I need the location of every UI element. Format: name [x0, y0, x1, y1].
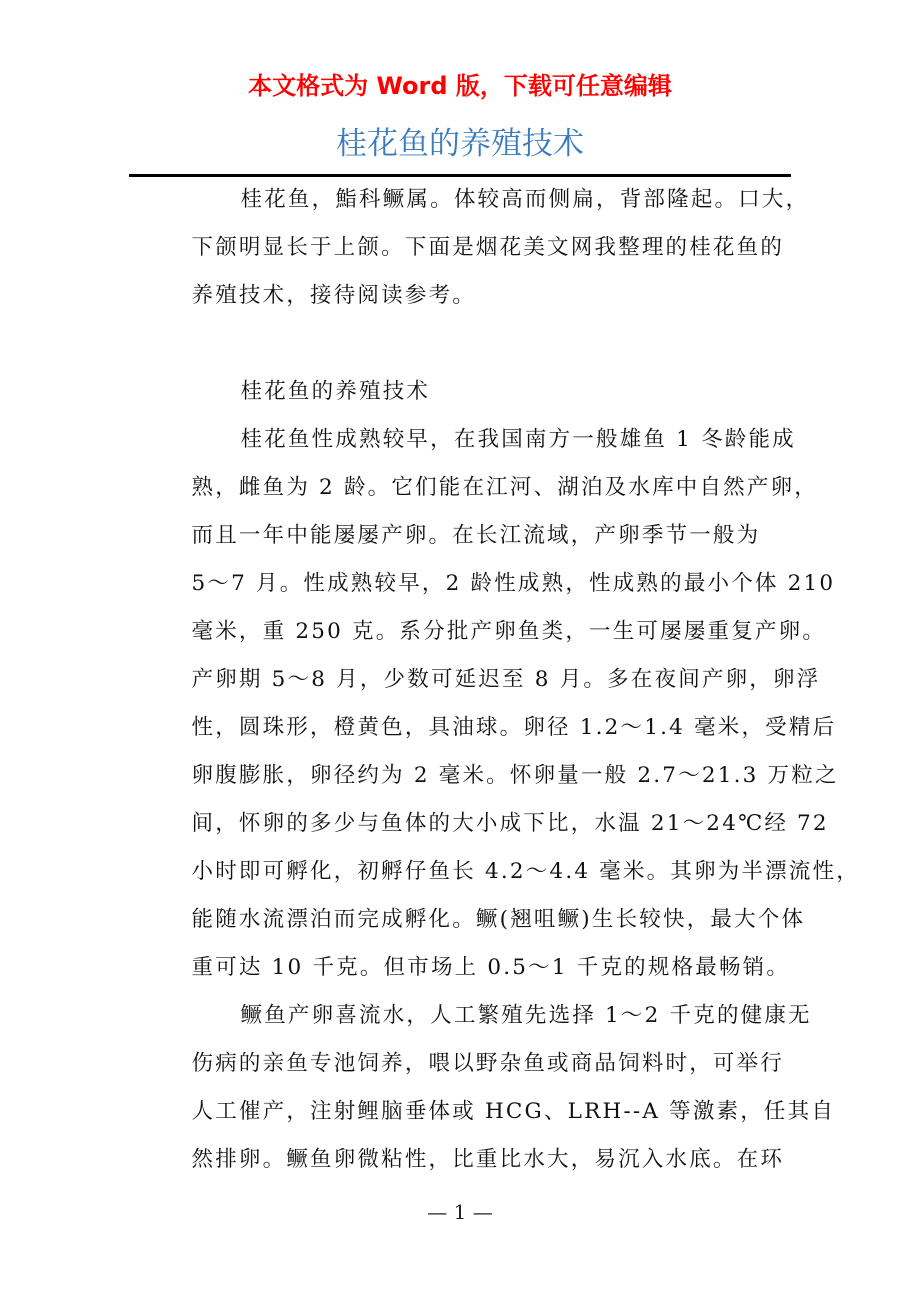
banner-text: 本文格式为 Word 版，下载可任意编辑 — [248, 72, 672, 100]
download-banner — [0, 66, 920, 106]
title-text: 桂花鱼的养殖技术 — [336, 126, 584, 162]
paragraph-line: 能随水流漂泊而完成孵化。鳜(翘咀鳜)生长较快，最大个体 — [191, 907, 806, 932]
paragraph-line: 然排卵。鳜鱼卵微粘性，比重比水大，易沉入水底。在环 — [191, 1147, 785, 1172]
section-heading — [141, 368, 791, 416]
paragraph-line: 毫米，重 250 克。系分批产卵鱼类，一生可屡屡重复产卵。 — [191, 619, 827, 644]
body-paragraph-breeding — [141, 992, 836, 1184]
paragraph-line: 熟，雌鱼为 2 龄。它们能在江河、湖泊及水库中自然产卵， — [191, 475, 818, 500]
intro-paragraph — [141, 176, 810, 320]
paragraph-line: 重可达 10 千克。但市场上 0.5～1 千克的规格最畅销。 — [191, 955, 791, 980]
document-body — [141, 176, 860, 1184]
paragraph-line: 桂花鱼性成熟较早，在我国南方一般雄鱼 1 冬龄能成 — [240, 427, 796, 452]
paragraph-line: 卵腹膨胀，卵径约为 2 毫米。怀卵量一般 2.7～21.3 万粒之 — [191, 763, 839, 788]
body-paragraph-maturity — [141, 416, 860, 992]
blank-line — [141, 320, 791, 368]
paragraph-line: 性，圆珠形，橙黄色，具油球。卵径 1.2～1.4 毫米，受精后 — [191, 715, 837, 740]
paragraph-line: 间，怀卵的多少与鱼体的大小成下比，水温 21～24℃经 72 — [191, 811, 829, 836]
paragraph-line: 小时即可孵化，初孵仔鱼长 4.2～4.4 毫米。其卵为半漂流性， — [191, 859, 860, 884]
paragraph-line: 养殖技术，接待阅读参考。 — [191, 283, 476, 308]
paragraph-line: 5～7 月。性成熟较早，2 龄性成熟，性成熟的最小个体 210 — [191, 571, 836, 596]
paragraph-line: 伤病的亲鱼专池饲养，喂以野杂鱼或商品饲料时，可举行 — [191, 1051, 785, 1076]
paragraph-line: 产卵期 5～8 月，少数可延迟至 8 月。多在夜间产卵，卵浮 — [191, 667, 821, 692]
paragraph-line: 下颌明显长于上颌。下面是烟花美文网我整理的桂花鱼的 — [191, 235, 785, 260]
paragraph-line: 人工催产，注射鲤脑垂体或 HCG、LRH--A 等激素，任其自 — [191, 1099, 836, 1124]
paragraph-line: 而且一年中能屡屡产卵。在长江流域，产卵季节一般为 — [191, 523, 761, 548]
paragraph-line: 桂花鱼，鮨科鳜属。体较高而侧扁，背部隆起。口大， — [240, 187, 810, 212]
section-heading-text: 桂花鱼的养殖技术 — [240, 379, 431, 404]
document-title — [0, 119, 920, 169]
page-number: — 1 — — [427, 1200, 493, 1224]
paragraph-line: 鳜鱼产卵喜流水，人工繁殖先选择 1～2 千克的健康无 — [240, 1003, 812, 1028]
